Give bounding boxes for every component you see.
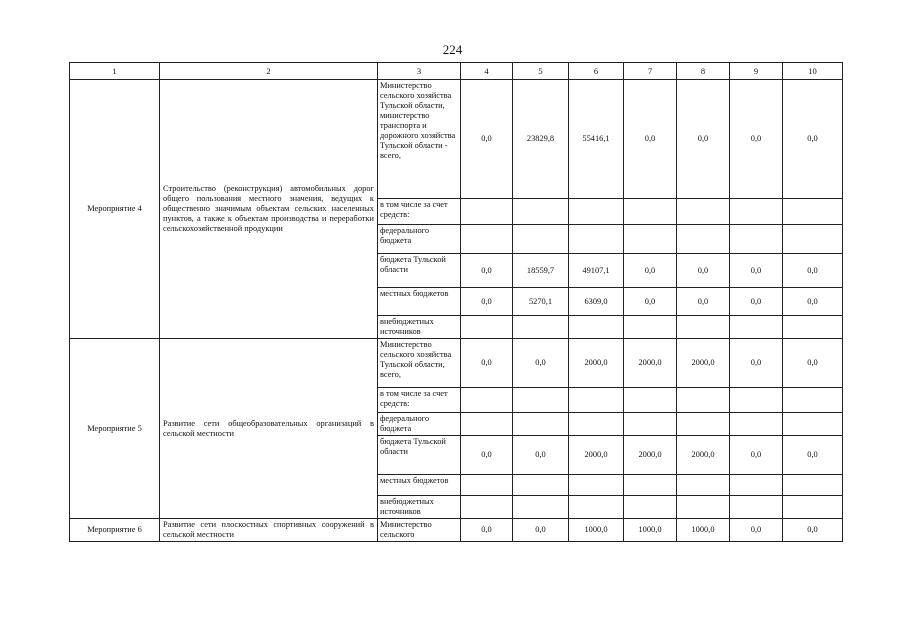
value-cell [730,225,783,254]
value-cell [461,475,513,496]
value-cell: 1000,0 [624,519,677,542]
value-cell [783,475,843,496]
funding-source-cell: местных бюджетов [378,288,461,316]
value-cell [513,496,569,519]
column-header: 6 [569,63,624,80]
value-cell [783,199,843,225]
funding-source-cell: Министерство сельского хозяйства Тульской области, министерство транспорта и дорожного хозяйства Тульской области - всего, [378,80,461,199]
value-cell: 0,0 [730,288,783,316]
value-cell [730,388,783,413]
funding-source-cell: федерального бюджета [378,225,461,254]
value-cell: 0,0 [513,436,569,475]
value-cell: 0,0 [783,519,843,542]
value-cell [730,316,783,339]
value-cell: 2000,0 [624,436,677,475]
value-cell [513,475,569,496]
value-cell [513,225,569,254]
value-cell: 1000,0 [677,519,730,542]
value-cell: 0,0 [624,80,677,199]
value-cell [513,199,569,225]
column-header: 5 [513,63,569,80]
value-cell [513,316,569,339]
funding-source-cell: внебюджетных источников [378,316,461,339]
value-cell: 0,0 [461,339,513,388]
value-cell: 0,0 [730,339,783,388]
value-cell [730,475,783,496]
value-cell [569,199,624,225]
value-cell [569,225,624,254]
value-cell: 0,0 [461,80,513,199]
column-header: 9 [730,63,783,80]
value-cell: 0,0 [677,288,730,316]
funding-source-cell: федерального бюджета [378,413,461,436]
funding-source-cell: Министерство сельского [378,519,461,542]
value-cell: 0,0 [783,436,843,475]
measure-cell: Мероприятие 6 [70,519,160,542]
funding-source-cell: в том числе за счет средств: [378,388,461,413]
value-cell [677,475,730,496]
value-cell: 2000,0 [624,339,677,388]
value-cell [730,496,783,519]
value-cell: 23829,8 [513,80,569,199]
column-header: 3 [378,63,461,80]
value-cell [624,225,677,254]
value-cell [569,388,624,413]
value-cell [730,413,783,436]
table-row [70,339,843,388]
value-cell [677,316,730,339]
value-cell [569,316,624,339]
value-cell [677,388,730,413]
column-header: 1 [70,63,160,80]
value-cell [461,388,513,413]
value-cell [677,225,730,254]
funding-source-cell: внебюджетных источников [378,496,461,519]
value-cell: 1000,0 [569,519,624,542]
value-cell [624,496,677,519]
funding-source-cell: в том числе за счет средств: [378,199,461,225]
value-cell [783,316,843,339]
value-cell [783,413,843,436]
value-cell [461,225,513,254]
value-cell [624,316,677,339]
page-number: 224 [442,42,463,57]
value-cell [624,199,677,225]
value-cell: 0,0 [461,254,513,288]
value-cell [677,413,730,436]
value-cell: 0,0 [624,288,677,316]
value-cell [730,199,783,225]
value-cell [569,475,624,496]
description-cell: Развитие сети плоскостных спортивных сооружений в сельской местности [160,519,378,542]
value-cell [677,496,730,519]
measure-cell: Мероприятие 5 [70,339,160,519]
measure-cell: Мероприятие 4 [70,80,160,339]
value-cell: 2000,0 [677,436,730,475]
value-cell: 0,0 [513,339,569,388]
value-cell: 2000,0 [569,436,624,475]
value-cell [461,413,513,436]
value-cell [461,199,513,225]
column-header: 4 [461,63,513,80]
value-cell [677,199,730,225]
budget-table [69,62,843,542]
funding-source-cell: бюджета Тульской области [378,436,461,475]
value-cell: 0,0 [730,254,783,288]
value-cell: 0,0 [730,436,783,475]
value-cell: 18559,7 [513,254,569,288]
value-cell: 0,0 [513,519,569,542]
value-cell: 0,0 [461,288,513,316]
value-cell: 0,0 [730,519,783,542]
value-cell [624,388,677,413]
value-cell [569,413,624,436]
column-header: 10 [783,63,843,80]
value-cell [783,388,843,413]
description-cell: Строительство (реконструкция) автомобильных дорог общего пользования местного значения, ведущих к общественно значимым объектам сельских населенных пунктов, а также к объектам производства и переработки сельскохозяйственной продукции [160,80,378,339]
value-cell: 2000,0 [569,339,624,388]
value-cell: 6309,0 [569,288,624,316]
value-cell: 55416,1 [569,80,624,199]
funding-source-cell: местных бюджетов [378,475,461,496]
value-cell: 0,0 [461,519,513,542]
value-cell: 0,0 [783,339,843,388]
column-header: 2 [160,63,378,80]
funding-source-cell: Министерство сельского хозяйства Тульской области, всего, [378,339,461,388]
value-cell: 0,0 [677,254,730,288]
value-cell [783,225,843,254]
column-header: 8 [677,63,730,80]
table-row [70,80,843,199]
value-cell [461,496,513,519]
value-cell: 0,0 [783,288,843,316]
header-row [70,63,843,80]
value-cell [624,475,677,496]
value-cell [513,413,569,436]
value-cell [461,316,513,339]
value-cell: 0,0 [783,80,843,199]
funding-source-cell: бюджета Тульской области [378,254,461,288]
value-cell: 2000,0 [677,339,730,388]
value-cell [783,496,843,519]
value-cell: 0,0 [624,254,677,288]
table-row [70,519,843,542]
value-cell [624,413,677,436]
value-cell: 0,0 [677,80,730,199]
value-cell [513,388,569,413]
value-cell [569,496,624,519]
column-header: 7 [624,63,677,80]
value-cell: 5270,1 [513,288,569,316]
value-cell: 49107,1 [569,254,624,288]
value-cell: 0,0 [730,80,783,199]
description-cell: Развитие сети общеобразовательных организаций в сельской местности [160,339,378,519]
value-cell: 0,0 [783,254,843,288]
value-cell: 0,0 [461,436,513,475]
